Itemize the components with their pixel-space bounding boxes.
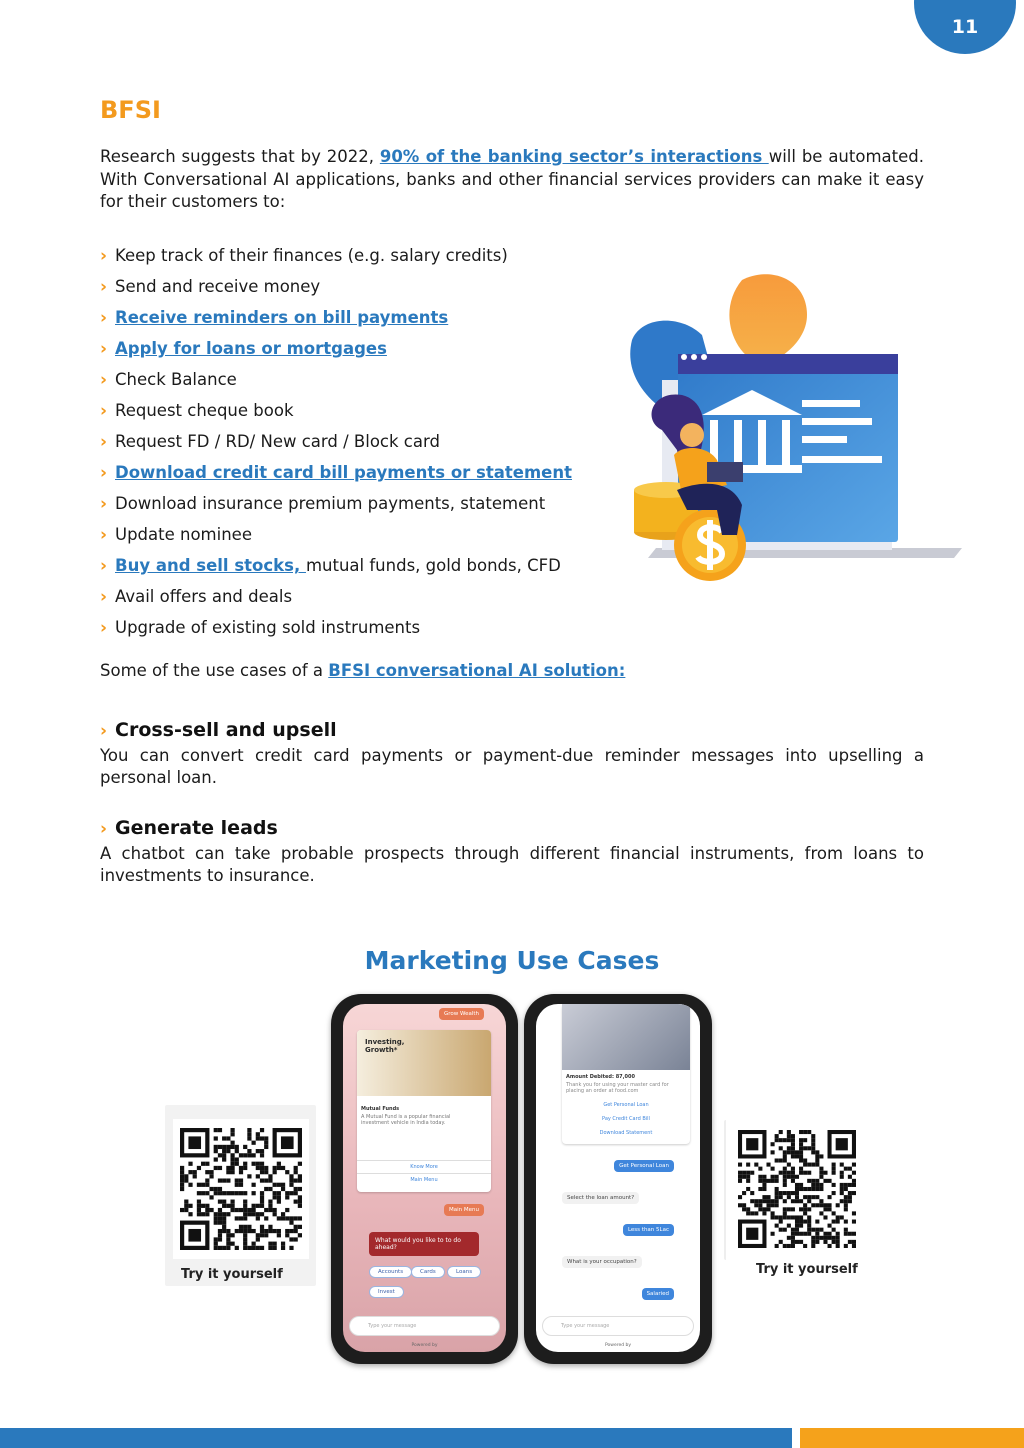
laptop-small — [707, 462, 743, 482]
footer-bar-orange — [800, 1428, 1024, 1448]
list-item: › Request cheque book — [100, 398, 600, 429]
chat-bubble-user: Grow Wealth — [439, 1008, 484, 1020]
window-dot-icon — [691, 354, 697, 360]
online-banking-illustration — [622, 270, 964, 590]
chat-bubble-user: Main Menu — [444, 1204, 484, 1216]
pay-bill-link[interactable]: Pay Credit Card Bill — [602, 1116, 650, 1122]
main-menu-link[interactable]: Main Menu — [357, 1173, 491, 1183]
list-item: › Buy and sell stocks, mutual funds, gold bonds, CFD — [100, 553, 600, 584]
chevron-right-icon: › — [100, 463, 108, 483]
bfsi-solution-link[interactable]: BFSI conversational AI solution: — [328, 661, 626, 680]
use-case-description: A chatbot can take probable prospects through different financial instruments, from loans to investments to insurance. — [100, 844, 924, 885]
list-item: › Request FD / RD/ New card / Block card — [100, 429, 600, 460]
mutual-fund-card: Investing, Growth* Mutual Funds A Mutual Fund is a popular financial investment vehicle in India today. Know More Main Menu — [357, 1030, 491, 1192]
powered-by: Powered by — [411, 1343, 438, 1348]
qr-label: Try it yourself — [756, 1262, 858, 1277]
qr-code-icon[interactable] — [180, 1128, 302, 1250]
chevron-right-icon: › — [100, 819, 108, 839]
chip-button[interactable]: Invest — [369, 1286, 404, 1298]
chip-button[interactable]: Cards — [411, 1266, 445, 1278]
bank-pillar — [734, 420, 742, 465]
know-more-link[interactable]: Know More — [357, 1160, 491, 1170]
marketing-title: Marketing Use Cases — [364, 946, 660, 975]
intro-paragraph — [100, 146, 924, 214]
chat-bubble-bot: What would you like to to do ahead? — [369, 1232, 479, 1256]
text-line — [802, 456, 882, 463]
list-item: › Download insurance premium payments, statement — [100, 491, 600, 522]
list-item — [100, 460, 600, 491]
chat-bubble-user: Less than 5Lac — [623, 1224, 674, 1236]
chevron-right-icon: › — [100, 401, 108, 421]
powered-by: Powered by — [604, 1343, 632, 1348]
list-item: › Send and receive money — [100, 274, 600, 305]
chat-bubble-bot: What is your occupation? — [562, 1256, 642, 1268]
chevron-right-icon: › — [100, 721, 108, 741]
phone-mockup-investing — [331, 994, 518, 1364]
list-item: › Keep track of their finances (e.g. salary credits) — [100, 243, 600, 274]
use-case-heading: › Generate leads — [100, 817, 278, 839]
window-dot-icon — [681, 354, 687, 360]
footer-bar-blue — [0, 1428, 792, 1448]
list-item: › Avail offers and deals — [100, 584, 600, 615]
chat-bubble-user: Salaried — [642, 1288, 674, 1300]
intro-text-before: Research suggests that by 2022, — [100, 147, 380, 166]
list-item: › Check Balance — [100, 367, 600, 398]
list-item — [100, 336, 600, 367]
credit-card-image — [562, 1004, 690, 1070]
chevron-right-icon: › — [100, 339, 108, 359]
orange-leaf-shape — [729, 274, 807, 365]
stocks-link[interactable]: Buy and sell stocks, — [115, 556, 306, 575]
message-input[interactable]: Type your message — [542, 1316, 694, 1336]
qr-code-icon[interactable] — [738, 1130, 856, 1248]
text-line — [802, 400, 860, 407]
get-loan-link[interactable]: Get Personal Loan — [603, 1102, 649, 1108]
qr-label: Try it yourself — [181, 1267, 283, 1282]
chip-button[interactable]: Loans — [447, 1266, 481, 1278]
person-head — [680, 423, 704, 447]
use-case-description: You can convert credit card payments or payment-due reminder messages into upselling a personal loan. — [100, 746, 924, 787]
list-item: › Update nominee — [100, 522, 600, 553]
phone-screen — [536, 1004, 700, 1352]
transaction-card: Amount Debited: 87,000 Thank you for using your master card for placing an order at food.com Get Personal Loan Pay Credit Card Bill Download Statement — [562, 1004, 690, 1144]
intro-text-after: will be automated. With Conversational AI applications, banks and other financial services providers can make it easy for their customers to: — [100, 147, 924, 211]
credit-card-statement-link[interactable]: Download credit card bill payments or statement — [115, 463, 572, 482]
window-dot-icon — [701, 354, 707, 360]
chevron-right-icon: › — [100, 618, 108, 638]
banking-stat-link[interactable]: 90% of the banking sector’s interactions — [379, 147, 769, 166]
list-item: › Upgrade of existing sold instruments — [100, 615, 600, 646]
phone-screen — [343, 1004, 506, 1352]
chevron-right-icon: › — [100, 432, 108, 452]
qr-card-right[interactable] — [724, 1120, 864, 1277]
browser-title-bar — [678, 354, 898, 374]
phone-mockup-credit-card — [524, 994, 712, 1364]
chevron-right-icon: › — [100, 556, 108, 576]
use-cases-intro: Some of the use cases of a BFSI conversational AI solution: — [100, 661, 626, 680]
chevron-right-icon: › — [100, 494, 108, 514]
chevron-right-icon: › — [100, 587, 108, 607]
section-title: BFSI — [100, 96, 161, 124]
text-line — [802, 418, 872, 425]
qr-card-left[interactable] — [165, 1105, 316, 1286]
chat-bubble-user: Get Personal Loan — [614, 1160, 674, 1172]
text-line — [802, 436, 847, 443]
download-statement-link[interactable]: Download Statement — [599, 1130, 653, 1136]
loans-link[interactable]: Apply for loans or mortgages — [115, 339, 387, 358]
list-item — [100, 305, 600, 336]
use-case-heading: › Cross-sell and upsell — [100, 719, 337, 741]
chevron-right-icon: › — [100, 277, 108, 297]
chat-bubble-bot: Select the loan amount? — [562, 1192, 639, 1204]
message-input[interactable]: Type your message — [349, 1316, 500, 1336]
chevron-right-icon: › — [100, 308, 108, 328]
chevron-right-icon: › — [100, 525, 108, 545]
bank-pillar — [758, 420, 766, 465]
bank-pillar — [782, 420, 790, 465]
chevron-right-icon: › — [100, 246, 108, 266]
page-number: 11 — [951, 16, 979, 38]
chip-button[interactable]: Accounts — [369, 1266, 412, 1278]
capabilities-list — [100, 243, 600, 646]
chevron-right-icon: › — [100, 370, 108, 390]
bill-reminders-link[interactable]: Receive reminders on bill payments — [115, 308, 449, 327]
